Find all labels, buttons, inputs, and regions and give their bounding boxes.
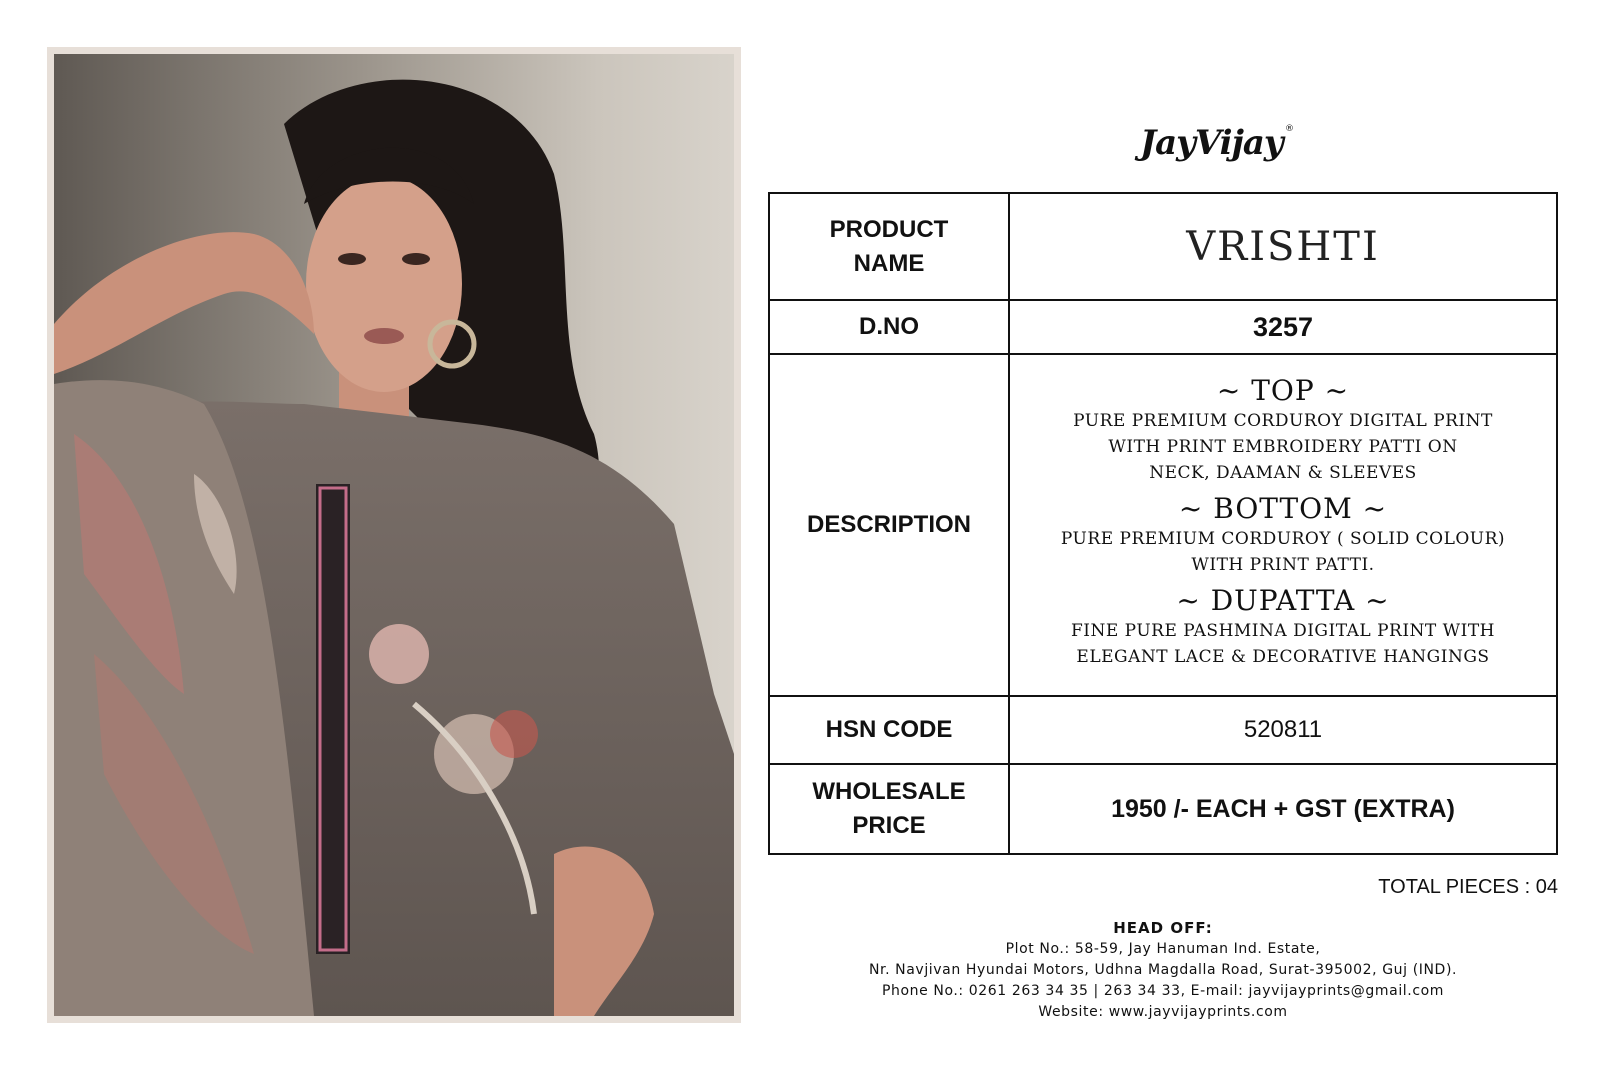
description-line: PURE PREMIUM CORDUROY DIGITAL PRINT [1073,411,1493,431]
description-line: ELEGANT LACE & DECORATIVE HANGINGS [1076,647,1490,667]
brand-logo [1140,118,1300,168]
description-line: PURE PREMIUM CORDUROY ( SOLID COLOUR) [1060,529,1506,549]
product-name-label: PRODUCT NAME [829,215,949,277]
design-number-value: 3257 [1252,311,1314,342]
hsn-code-label: HSN CODE [825,716,953,743]
model-illustration [54,54,734,1016]
brand-logo-text: JayVijay [1140,123,1283,163]
description-line: FINE PURE PASHMINA DIGITAL PRINT WITH [1070,621,1496,641]
design-number-value-cell [1009,300,1557,354]
product-name-label-cell [769,193,1009,300]
description-value-cell [1009,354,1557,696]
hsn-code-value: 520811 [1243,716,1323,743]
description-top [1010,374,1556,486]
head-office-title: HEAD OFF: [1113,919,1213,937]
wholesale-price-value-cell [1009,764,1557,854]
website-line: Website: www.jayvijayprints.com [1038,1004,1288,1020]
product-name-value: VRISHTI [1186,223,1380,270]
design-number-label: D.NO [859,313,919,340]
description-line: WITH PRINT PATTI. [1191,555,1375,575]
description-bottom [1010,492,1556,578]
product-name-row [769,193,1557,300]
product-spec-table [768,192,1558,855]
description-line: WITH PRINT EMBROIDERY PATTI ON [1108,437,1458,457]
hsn-code-value-cell [1009,696,1557,764]
registered-mark: ® [1285,124,1294,134]
description-line: NECK, DAAMAN & SLEEVES [1149,463,1417,483]
description-label: DESCRIPTION [806,511,971,538]
contact-line: Phone No.: 0261 263 34 35 | 263 34 33, E-mail: jayvijayprints@gmail.com [881,983,1445,999]
description-bottom-heading: ~ BOTTOM ~ [1178,492,1388,525]
address-line: Plot No.: 58-59, Jay Hanuman Ind. Estate, [1005,941,1321,957]
total-pieces: TOTAL PIECES : 04 [1378,876,1558,898]
design-number-row [769,300,1557,354]
description-dupatta-heading: ~ DUPATTA ~ [1176,584,1390,617]
description-top-heading: ~ TOP ~ [1216,374,1350,407]
design-number-label-cell [769,300,1009,354]
wholesale-price-value: 1950 /- EACH + GST (EXTRA) [1111,794,1455,823]
product-photo-frame [47,47,741,1023]
wholesale-price-label: WHOLESALE PRICE [812,778,966,839]
model-photo [54,54,734,1016]
address-line: Nr. Navjivan Hyundai Motors, Udhna Magdalla Road, Surat-395002, Guj (IND). [868,962,1458,978]
wholesale-price-row [769,764,1557,854]
description-dupatta [1010,584,1556,670]
description-label-cell [769,354,1009,696]
description-row [769,354,1557,696]
wholesale-price-label-cell [769,764,1009,854]
hsn-code-label-cell [769,696,1009,764]
head-office-address [768,918,1558,1023]
product-name-value-cell [1009,193,1557,300]
hsn-code-row [769,696,1557,764]
